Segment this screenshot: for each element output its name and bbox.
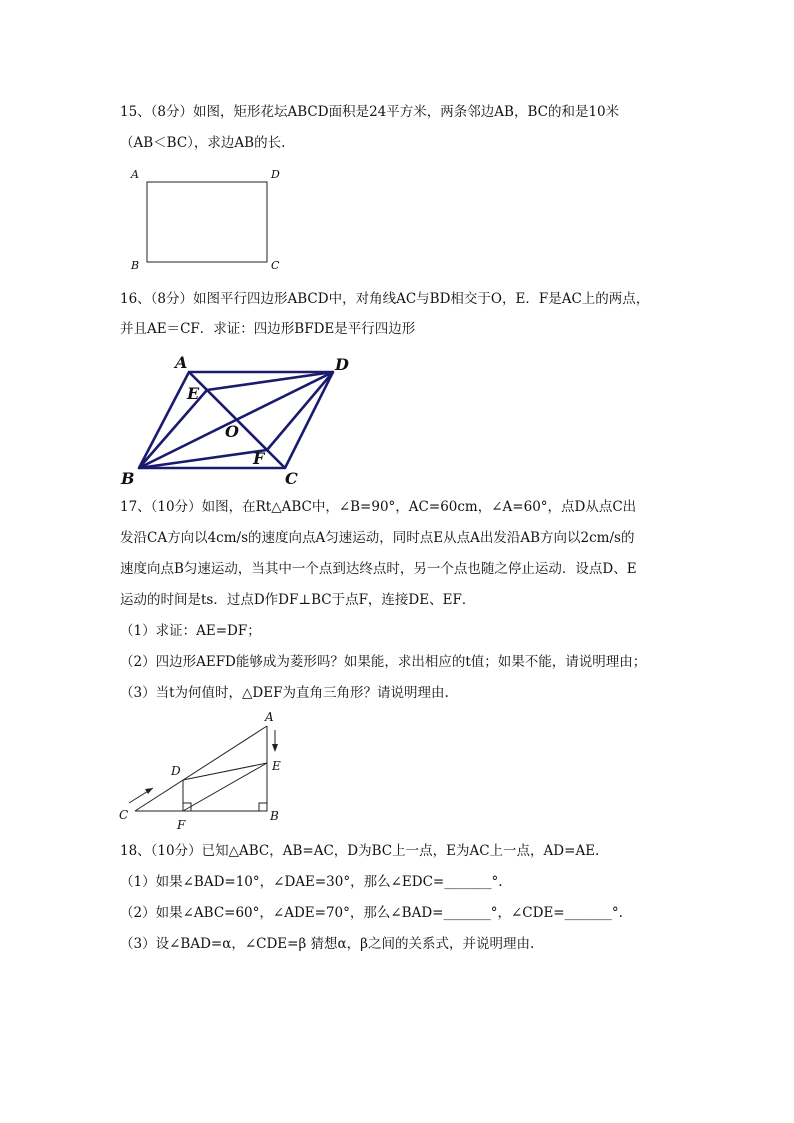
q17-subquestion-3: （3）当t为何值时，△DEF为直角三角形？请说明理由. [120,685,449,701]
label-a: A [131,168,139,181]
arrowhead-c-icon [145,788,153,794]
q17-text-line2: 发沿CA方向以4cm/s的速度向点A匀速运动，同时点E从点A出发沿AB方向以2cm/s的 [120,530,635,546]
q18-text-line1: 18、（10分）已知△ABC，AB=AC，D为BC上一点，E为AC上一点，AD=AE. [120,843,600,859]
label-d: D [271,168,280,181]
label-f: F [177,818,186,832]
q17-text-line4: 运动的时间是ts．过点D作DF⊥BC于点F，连接DE、EF． [120,592,476,608]
segment-ef [183,763,267,811]
q18-subquestion-3: （3）设∠BAD=α，∠CDE=β 猜想α，β之间的关系式，并说明理由. [120,936,535,952]
q17-text-line3: 速度向点B匀速运动，当其中一个点到达终点时，另一个点也随之停止运动．设点D、E [120,561,637,577]
label-e: E [187,384,200,403]
q18-subquestion-1: （1）如果∠BAD=10°，∠DAE=30°，那么∠EDC=_______°. [120,874,503,890]
label-d: D [335,355,349,374]
arrowhead-e-icon [272,744,278,752]
label-c: C [285,469,298,488]
segment-ca [135,726,267,811]
q15-text-line2: （AB＜BC），求边AB的长. [120,135,286,151]
right-triangle-figure [115,708,295,833]
label-c: C [119,808,129,822]
parallelogram-figure [115,352,365,490]
label-o: O [225,422,239,441]
label-a: A [265,710,274,724]
q15-text-line1: 15、（8分）如图，矩形花坛ABCD面积是24平方米，两条邻边AB，BC的和是10米 [120,104,620,120]
label-b: B [270,809,279,823]
label-d: D [171,764,181,778]
q18-subquestion-2: （2）如果∠ABC=60°，∠ADE=70°，那么∠BAD=_______°，∠CDE=_______°. [120,905,623,921]
q16-text-line1: 16、（8分）如图平行四边形ABCD中，对角线AC与BD相交于O，E．F是AC上的两点， [120,291,650,307]
rectangle-abcd [147,182,267,262]
label-b: B [131,259,140,272]
right-angle-mark-b [259,803,267,811]
q17-text-line1: 17、（10分）如图，在Rt△ABC中，∠B=90°，AC=60cm，∠A=60°，点D从点C出 [120,499,637,515]
label-f: F [253,449,265,468]
label-e: E [272,759,281,773]
q17-subquestion-1: （1）求证：AE=DF； [120,623,261,639]
label-c: C [271,259,280,272]
label-a: A [175,353,188,372]
rectangle-figure [125,165,285,273]
label-b: B [121,469,135,488]
q17-subquestion-2: （2）四边形AEFD能够成为菱形吗？如果能，求出相应的t值；如果不能，请说明理由； [120,654,647,670]
q16-text-line2: 并且AE＝CF．求证：四边形BFDE是平行四边形 [120,321,416,337]
